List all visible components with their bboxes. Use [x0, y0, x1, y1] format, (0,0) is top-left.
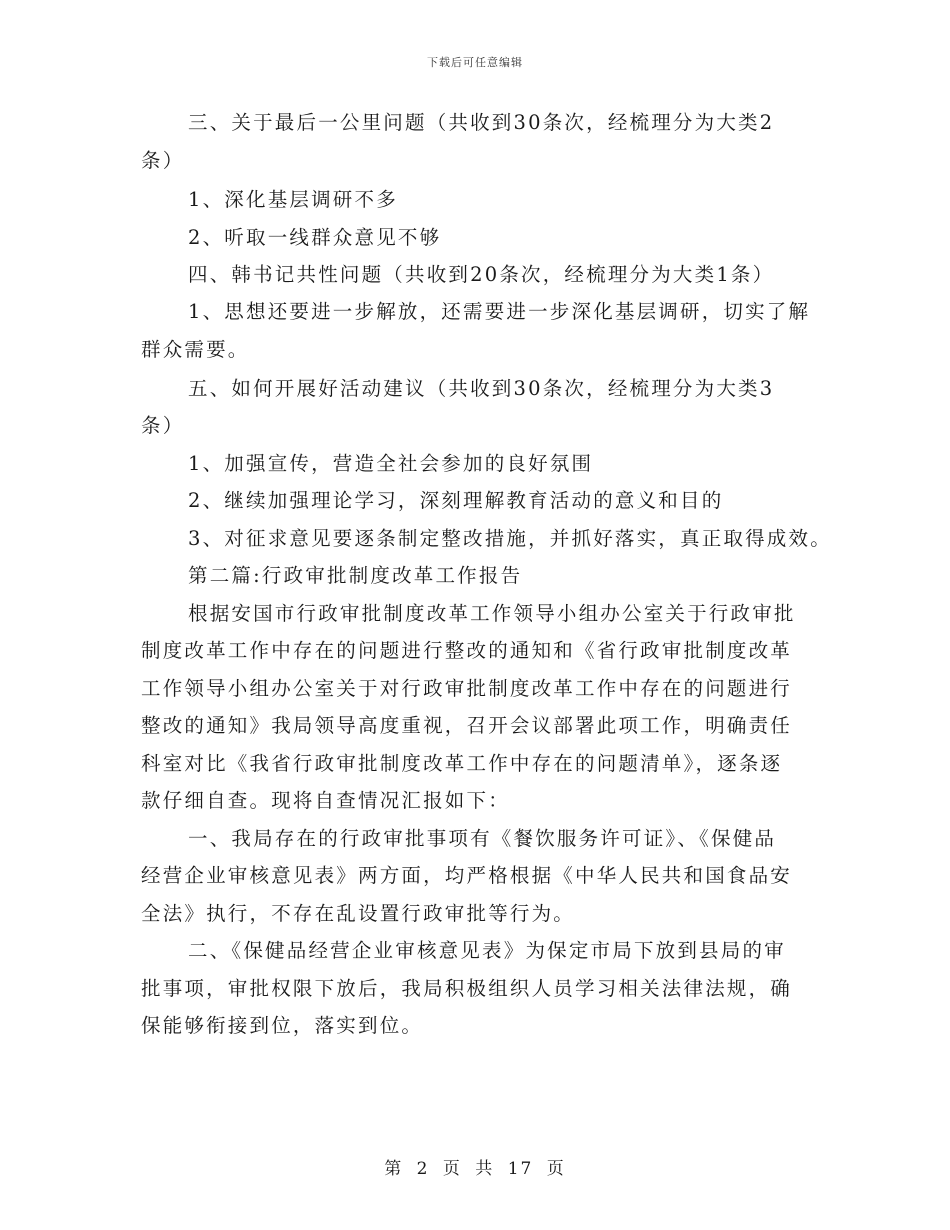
text-line: 3、对征求意见要逐条制定整改措施，并抓好落实，真正取得成效。 [188, 527, 832, 550]
text-line: 一、我局存在的行政审批事项有《餐饮服务许可证》、《保健品 [188, 827, 777, 850]
text-line: 条） [141, 414, 185, 437]
text-line: 全法》执行，不存在乱设置行政审批等行为。 [141, 902, 576, 925]
text-line: 四、韩书记共性问题（共收到20条次，经梳理分为大类1条） [188, 263, 775, 286]
text-line: 条） [141, 149, 185, 172]
text-line: 2、听取一线群众意见不够 [188, 226, 442, 249]
text-line: 1、深化基层调研不多 [188, 188, 398, 211]
text-line: 整改的通知》我局领导高度重视，召开会议部署此项工作，明确责任 [141, 714, 793, 737]
text-line: 批事项，审批权限下放后，我局积极组织人员学习相关法律法规，确 [141, 977, 793, 1000]
text-line: 五、如何开展好活动建议（共收到30条次，经梳理分为大类3 [188, 377, 775, 400]
text-line: 制度改革工作中存在的问题进行整改的通知和《省行政审批制度改革 [141, 639, 793, 662]
text-line: 科室对比《我省行政审批制度改革工作中存在的问题清单》，逐条逐 [141, 752, 783, 775]
text-line: 经营企业审核意见表》两方面，均严格根据《中华人民共和国食品安 [141, 864, 793, 887]
page-number-footer: 第 2 页 共 17 页 [384, 1159, 566, 1179]
text-line: 根据安国市行政审批制度改革工作领导小组办公室关于行政审批 [188, 602, 796, 625]
text-line: 三、关于最后一公里问题（共收到30条次，经梳理分为大类2 [188, 111, 775, 134]
page-header-note: 下载后可任意编辑 [427, 56, 523, 69]
text-line: 群众需要。 [141, 338, 250, 361]
text-line: 二、《保健品经营企业审核意见表》为保定市局下放到县局的审 [188, 939, 786, 962]
section-heading: 第二篇:行政审批制度改革工作报告 [188, 564, 523, 587]
text-line: 款仔细自查。现将自查情况汇报如下： [141, 789, 510, 812]
text-line: 保能够衔接到位，落实到位。 [141, 1014, 424, 1037]
text-line: 1、思想还要进一步解放，还需要进一步深化基层调研，切实了解 [188, 300, 811, 323]
text-line: 1、加强宣传，营造全社会参加的良好氛围 [188, 452, 594, 475]
text-line: 工作领导小组办公室关于对行政审批制度改革工作中存在的问题进行 [141, 677, 793, 700]
text-line: 2、继续加强理论学习，深刻理解教育活动的意义和目的 [188, 489, 724, 512]
